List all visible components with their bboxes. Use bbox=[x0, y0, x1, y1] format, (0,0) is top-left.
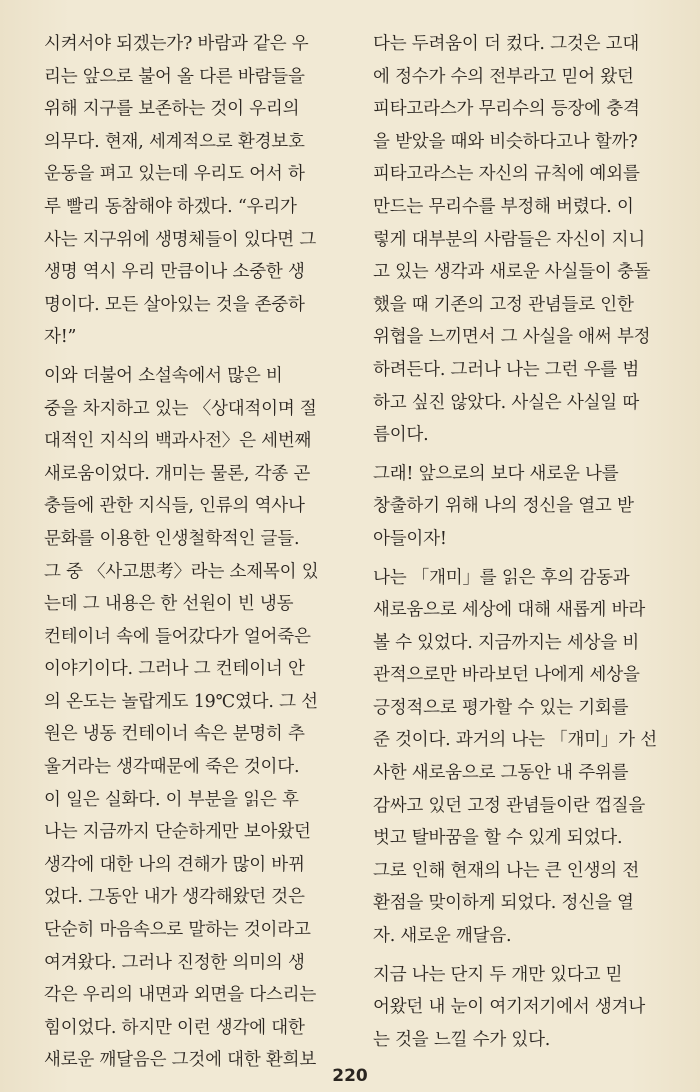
text-line: 나는 지금까지 단순하게만 보아왔던 bbox=[44, 822, 311, 843]
text-line: 피타고라스가 무리수의 등장에 충격 bbox=[373, 99, 640, 120]
text-line: 이야기이다. 그러나 그 컨테이너 안 bbox=[44, 659, 305, 680]
text-line: 피타고라스는 자신의 규칙에 예외를 bbox=[373, 164, 640, 185]
text-line: 름이다. bbox=[373, 425, 429, 446]
text-line: 중을 차지하고 있는 〈상대적이며 절 bbox=[44, 398, 317, 419]
text-line: 만드는 무리수를 부정해 버렸다. 이 bbox=[373, 196, 634, 217]
text-line: 는데 그 내용은 한 선원이 빈 냉동 bbox=[44, 594, 294, 615]
text-line: 에 정수가 수의 전부라고 믿어 왔던 bbox=[373, 66, 634, 87]
text-line: 는 것을 느낄 수가 있다. bbox=[373, 1029, 551, 1050]
left-column bbox=[44, 28, 344, 1077]
text-line: 창출하기 위해 나의 정신을 열고 받 bbox=[373, 496, 634, 517]
text-line: 지금 나는 단지 두 개만 있다고 믿 bbox=[373, 964, 623, 985]
text-line: 각은 우리의 내면과 외면을 다스리는 bbox=[44, 985, 317, 1006]
text-line: 자!” bbox=[44, 327, 77, 348]
text-line: 생명 역시 우리 만큼이나 소중한 생 bbox=[44, 262, 305, 283]
text-line: 하려든다. 그러나 나는 그런 우를 범 bbox=[373, 359, 640, 380]
text-line: 의 온도는 놀랍게도 19℃였다. 그 선 bbox=[44, 691, 318, 712]
text-line: 위협을 느끼면서 그 사실을 애써 부정 bbox=[373, 327, 651, 348]
text-line: 자. 새로운 깨달음. bbox=[373, 926, 512, 947]
text-line: 그래! 앞으로의 보다 새로운 나를 bbox=[373, 463, 619, 484]
text-line: 다는 두려움이 더 컸다. 그것은 고대 bbox=[373, 34, 640, 54]
text-line: 새로운 깨달음은 그것에 대한 환희보 bbox=[44, 1050, 317, 1071]
text-line: 명이다. 모든 살아있는 것을 존중하 bbox=[44, 294, 305, 315]
text-line: 이와 더불어 소설속에서 많은 비 bbox=[44, 365, 283, 386]
text-line: 긍정적으로 평가할 수 있는 기회를 bbox=[373, 697, 629, 718]
text-line: 환점을 맞이하게 되었다. 정신을 열 bbox=[373, 893, 634, 914]
text-line: 문화를 이용한 인생철학적인 글들. bbox=[44, 528, 300, 549]
text-line: 아들이자! bbox=[373, 528, 447, 549]
text-line: 감싸고 있던 고정 관념들이란 껍질을 bbox=[373, 795, 646, 816]
text-line: 위해 지구를 보존하는 것이 우리의 bbox=[44, 99, 300, 120]
text-line: 여겨왔다. 그러나 진정한 의미의 생 bbox=[44, 952, 305, 973]
text-line: 루 빨리 동참해야 하겠다. “우리가 bbox=[44, 196, 297, 217]
text-line: 었다. 그동안 내가 생각해왔던 것은 bbox=[44, 887, 305, 908]
text-line: 그로 인해 현재의 나는 큰 인생의 전 bbox=[373, 860, 640, 881]
page-number: 220 bbox=[332, 1066, 368, 1086]
text-line: 새로움이었다. 개미는 물론, 각종 곤 bbox=[44, 463, 311, 484]
text-line: 을 받았을 때와 비슷하다고나 할까? bbox=[373, 131, 638, 152]
text-line: 벗고 탈바꿈을 할 수 있게 되었다. bbox=[373, 828, 623, 849]
text-line: 어왔던 내 눈이 여기저기에서 생겨나 bbox=[373, 997, 646, 1018]
text-line: 이 일은 실화다. 이 부분을 읽은 후 bbox=[44, 789, 299, 810]
text-line: 사는 지구위에 생명체들이 있다면 그 bbox=[44, 229, 317, 250]
text-line: 의무다. 현재, 세계적으로 환경보호 bbox=[44, 131, 305, 152]
right-column bbox=[373, 28, 673, 1056]
text-line: 원은 냉동 컨테이너 속은 분명히 추 bbox=[44, 724, 305, 745]
text-line: 준 것이다. 과거의 나는 「개미」가 선 bbox=[373, 730, 657, 751]
text-line: 관적으로만 바라보던 나에게 세상을 bbox=[373, 665, 640, 686]
text-line: 하고 싶진 않았다. 사실은 사실일 따 bbox=[373, 392, 640, 413]
text-line: 리는 앞으로 불어 올 다른 바람들을 bbox=[44, 66, 305, 87]
text-line: 사한 새로움으로 그동안 내 주위를 bbox=[373, 763, 629, 784]
text-line: 그 중 〈사고思考〉라는 소제목이 있 bbox=[44, 561, 319, 582]
text-line: 렇게 대부분의 사람들은 자신이 지니 bbox=[373, 229, 646, 250]
text-line: 시켜서야 되겠는가? 바람과 같은 우 bbox=[44, 34, 309, 54]
text-line: 충들에 관한 지식들, 인류의 역사나 bbox=[44, 496, 305, 517]
text-line: 나는 「개미」를 읽은 후의 감동과 bbox=[373, 567, 630, 588]
text-line: 단순히 마음속으로 말하는 것이라고 bbox=[44, 920, 311, 941]
text-line: 볼 수 있었다. 지금까지는 세상을 비 bbox=[373, 632, 640, 653]
text-line: 했을 때 기존의 고정 관념들로 인한 bbox=[373, 294, 634, 315]
text-line: 컨테이너 속에 들어갔다가 얼어죽은 bbox=[44, 626, 311, 647]
text-line: 운동을 펴고 있는데 우리도 어서 하 bbox=[44, 164, 305, 185]
text-line: 고 있는 생각과 새로운 사실들이 충돌 bbox=[373, 262, 651, 283]
text-line: 생각에 대한 나의 견해가 많이 바뀌 bbox=[44, 854, 305, 875]
text-line: 힘이었다. 하지만 이런 생각에 대한 bbox=[44, 1017, 305, 1038]
text-line: 울거라는 생각때문에 죽은 것이다. bbox=[44, 757, 300, 778]
text-line: 대적인 지식의 백과사전〉은 세번째 bbox=[44, 431, 312, 452]
text-line: 새로움으로 세상에 대해 새롭게 바라 bbox=[373, 600, 646, 621]
